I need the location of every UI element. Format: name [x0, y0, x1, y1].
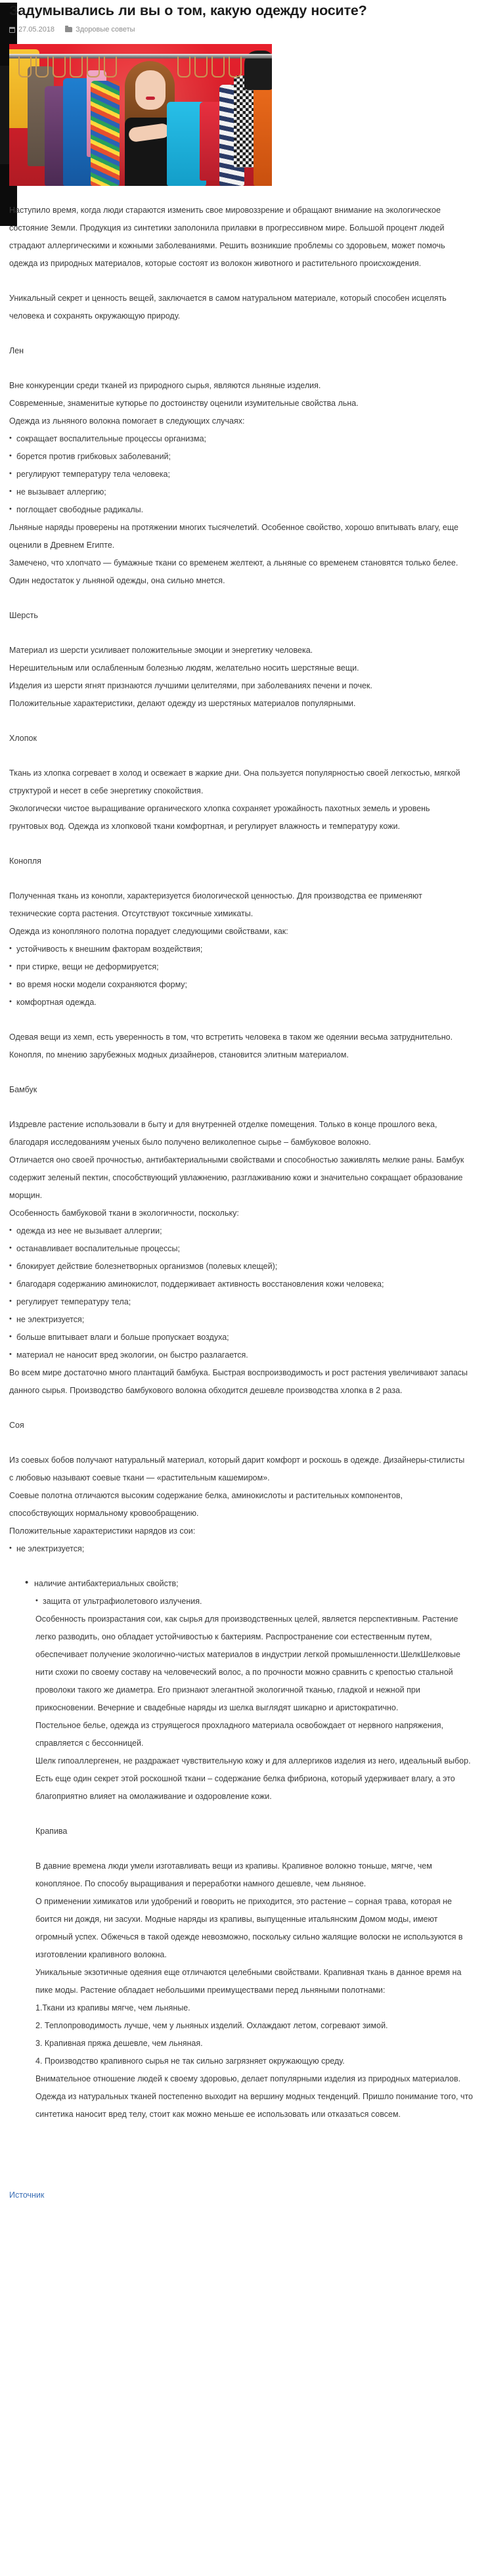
- list-item: • не электризуется;: [9, 1311, 476, 1329]
- list-item: • блокирует действие болезнетворных организмов (полевых клещей);: [9, 1258, 476, 1276]
- bambuk-benefit-list: [9, 1222, 476, 1364]
- post-category[interactable]: [65, 26, 135, 33]
- hanger: [70, 56, 83, 78]
- list-item: • во время носки модели сохраняются форму;: [9, 976, 476, 994]
- source-section: [9, 2189, 476, 2218]
- spacer: [9, 1806, 476, 1823]
- konoplya-paragraph-1: Полученная ткань из конопли, характеризуется биологической ценностью. Для производства ее применяют технические сорта растения. Отсутствуют токсичные химикаты.: [9, 891, 422, 918]
- list-item: 3. Крапивная пряжа дешевле, чем льняная.: [35, 2039, 203, 2048]
- list-item: 2. Теплопроводимость лучше, чем у льняных изделий. Охлаждают летом, согревают зимой.: [35, 2021, 388, 2030]
- hangers: [9, 56, 272, 79]
- soya-indented-text: [35, 1610, 476, 1806]
- calendar-icon: [9, 27, 15, 33]
- len-paragraph-3: Одежда из льняного волокна помогает в следующих случаях:: [9, 416, 245, 426]
- bambuk-paragraph-4: Во всем мире достаточно много плантаций бамбука. Быстрая воспроизводимость и рост растения увеличивают запасы данного сырья. Производство бамбукового волокна обходится дешевле производства хлопка в 2 раза.: [9, 1368, 468, 1395]
- soya-paragraph-2: Соевые полотна отличаются высоким содержание белка, аминокислоты и растительных компонентов, способствующих нормальному кровообращению.: [9, 1491, 403, 1518]
- list-item: • защита от ультрафиолетового излучения.: [35, 1593, 476, 1610]
- len-paragraph-4: Льняные наряды проверены на протяжении многих тысячелетий. Особенное свойство, хорошо впитывать влагу, еще оценили в Древнем Египте.: [9, 523, 458, 550]
- sherst-paragraph-1: Материал из шерсти усиливает положительные эмоции и энергетику человека.: [9, 646, 313, 655]
- soya-paragraph-1: Из соевых бобов получают натуральный материал, который дарит комфорт и роскошь в одежде. Дизайнеры-стилисты с любовью называют соевые ткани — «растительным кашемиром».: [9, 1455, 465, 1482]
- bambuk-paragraph-1: Издревле растение использовали в быту и для внутренней отделке помещения. Только в конце прошлого века, благодаря исследованиям ученых было получено великолепное сырье – бамбуковое волокно.: [9, 1120, 437, 1147]
- hlopok-paragraph-1: Ткань из хлопка согревает в холод и освежает в жаркие дни. Она пользуется популярностью своей легкостью, мягкой структурой и несет в себе энергетику спокойствия.: [9, 768, 460, 795]
- list-item: • не вызывает аллергию;: [9, 483, 476, 501]
- list-item: • сокращает воспалительные процессы организма;: [9, 430, 476, 448]
- post-meta: [9, 25, 476, 34]
- hanger: [194, 56, 208, 78]
- section-heading-soya: Соя: [9, 1421, 24, 1430]
- konoplya-benefit-list: [9, 941, 476, 1011]
- article-body: [9, 202, 476, 2218]
- krapiva-paragraph-1: В давние времена люди умели изготавливать вещи из крапивы. Крапивное волокно тоньше, мягче, чем конопляное. По способу выращивания и переработки намного дешевле, чем льняное.: [35, 1861, 432, 1888]
- sherst-paragraph-4: Положительные характеристики, делают одежду из шерстяных материалов популярными.: [9, 699, 356, 708]
- source-link[interactable]: Источник: [9, 2190, 45, 2200]
- soya-benefit-list-sub: [35, 1593, 476, 1610]
- list-item: • останавливает воспалительные процессы;: [9, 1240, 476, 1258]
- hanger: [53, 56, 66, 78]
- post-date-label: 27.05.2018: [18, 26, 55, 33]
- spacer: [9, 1011, 476, 1029]
- len-paragraph-6: Один недостаток у льняной одежды, она сильно мнется.: [9, 576, 225, 585]
- section-heading-len: Лен: [9, 346, 24, 355]
- hanger: [229, 56, 242, 78]
- len-paragraph-2: Современные, знаменитые кутюрье по достоинству оценили изумительные свойства льна.: [9, 399, 359, 408]
- list-item: • поглощает свободные радикалы.: [9, 501, 476, 519]
- page-title: Задумывались ли вы о том, какую одежду носите?: [9, 3, 367, 18]
- soya-benefit-list-nested: [22, 1575, 476, 1593]
- krapiva-paragraph-4: Внимательное отношение людей к своему здоровью, делает популярными изделия из природных материалов. Одежда из натуральных тканей постепенно выходит на вершину модных тенденций. Пришло понимание того, что синтетика наносит вред телу, стоит как можно меньше ее использовать или отказаться совсем.: [35, 2074, 474, 2119]
- soya-paragraph-3: Положительные характеристики нарядов из сои:: [9, 1526, 196, 1536]
- hanger: [18, 56, 32, 78]
- article-page: [0, 3, 488, 2218]
- list-item: • не электризуется;: [9, 1540, 476, 1558]
- konoplya-paragraph-3: Одевая вещи из хемп, есть уверенность в том, что встретить человека в таком же одеянии весьма затруднительно. Конопля, по мнению зарубежных модных дизайнеров, становится элитным материалом.: [9, 1033, 453, 1059]
- section-heading-bambuk: Бамбук: [9, 1085, 37, 1094]
- featured-photo: [9, 44, 272, 186]
- hanger: [104, 56, 117, 78]
- list-item: • борется против грибковых заболеваний;: [9, 448, 476, 466]
- hanger: [35, 56, 49, 78]
- krapiva-block: [35, 1823, 476, 2123]
- krapiva-advantage-list: [35, 1999, 476, 2070]
- konoplya-paragraph-2: Одежда из конопляного полотна порадует следующими свойствами, как:: [9, 927, 288, 936]
- list-item: • благодаря содержанию аминокислот, поддерживает активность восстановления кожи человека;: [9, 1276, 476, 1293]
- krapiva-paragraph-2: О применении химикатов или удобрений и говорить не приходится, это растение – сорная трава, которая не боится ни дождя, ни засухи. Модные наряды из крапивы, выпущенные итальянским Домом моды, имеют огромный успех. Обжечься в такой одежде невозможно, поскольку сильно жалящие волоски не используются в изготовлении крапивного волокна.: [35, 1897, 463, 1959]
- bambuk-paragraph-2: Отличается оно своей прочностью, антибактериальными свойствами и способностью заживлять мелкие раны. Бамбук содержит зеленый пектин, способствующий увлажнению, разглаживанию кожи и значительно сокращает образование морщин.: [9, 1155, 464, 1200]
- hanger: [211, 56, 225, 78]
- krapiva-paragraph-3: Уникальные экзотичные одеяния еще отличаются целебными свойствами. Крапивная ткань в данное время на пике моды. Растение обладает небольшими преимуществами перед льняными полотнами:: [35, 1968, 462, 1995]
- list-item: • одежда из нее не вызывает аллергии;: [9, 1222, 476, 1240]
- soya-benefit-list: [9, 1540, 476, 1558]
- intro-paragraph-2: Уникальный секрет и ценность вещей, заключается в самом натуральном материале, который способен исцелять человека и сохранять окружающую природу.: [9, 294, 447, 321]
- len-benefit-list: [9, 430, 476, 519]
- post-category-link[interactable]: Здоровые советы: [76, 26, 135, 33]
- soya-paragraph-4: Особенность произрастания сои, как сырья для производственных целей, является перспективным. Растение легко разводить, оно обладает устойчивостью к бактериям. Распространение сои естественным путем, обеспечивает получение экологично-чистых материалов в индустрии легкой промышленности.ШелкШелковые нити схожи по своему составу на человеческий волос, а по прочности можно сравнить с крепостью стальной проволоки такого же диаметра. Его признают элегантной экологичной тканью, гладкой и нежной при прикосновении. Вечерние и свадебные наряды из шелка выглядят шикарно и аристократично.: [35, 1614, 460, 1712]
- list-item: • больше впитывает влаги и больше пропускает воздуха;: [9, 1329, 476, 1346]
- list-item: 1.Ткани из крапивы мягче, чем льняные.: [35, 2003, 190, 2012]
- list-item: • комфортная одежда.: [9, 994, 476, 1011]
- spacer: [9, 1558, 476, 1575]
- list-item: • материал не наносит вред экологии, он быстро разлагается.: [9, 1346, 476, 1364]
- list-item: • устойчивость к внешним факторам воздействия;: [9, 941, 476, 958]
- list-item: • наличие антибактериальных свойств;: [22, 1575, 476, 1593]
- post-date: [9, 26, 55, 33]
- featured-image: [9, 44, 272, 186]
- hlopok-paragraph-2: Экологически чистое выращивание органического хлопка сохраняет урожайность пахотных земель и уровень грунтовых вод. Одежда из хлопковой ткани комфортная, и регулирует влажность и температуру кожи.: [9, 804, 430, 831]
- list-item: • при стирке, вещи не деформируется;: [9, 958, 476, 976]
- intro-paragraph-1: Наступило время, когда люди стараются изменить свое мировоззрение и обращают внимание на экологическое состояние Земли. Продукция из синтетики заполонила прилавки в прогрессивном мире. Большой процент людей страдают аллергическими и кожными заболеваниями. Решить возникшие проблемы со здоровьем, может помочь одежда из природных материалов, которые состоят из волокон животного и растительного происхождения.: [9, 206, 445, 268]
- section-heading-sherst: Шерсть: [9, 611, 38, 620]
- model-lips: [146, 97, 155, 100]
- list-item: 4. Производство крапивного сырья не так сильно загрязняет окружающую среду.: [35, 2056, 345, 2066]
- list-item: • регулирует температуру тела;: [9, 1293, 476, 1311]
- soya-paragraph-7: Есть еще один секрет этой роскошной ткани – содержание белка фибриона, который удерживает влагу, а это благоприятно влияет на омолаживание и оздоровление кожи.: [35, 1774, 455, 1801]
- soya-paragraph-6: Шелк гипоаллергенен, не раздражает чувствительную кожу и для аллергиков изделия из него, идеальный выбор.: [35, 1756, 471, 1765]
- section-heading-hlopok: Хлопок: [9, 734, 37, 743]
- bambuk-paragraph-3: Особенность бамбуковой ткани в экологичности, поскольку:: [9, 1209, 239, 1218]
- len-paragraph-5: Замечено, что хлопчато — бумажные ткани со временем желтеют, а льняные со временем становятся только белее.: [9, 558, 458, 567]
- garment: [91, 81, 120, 186]
- hanger: [177, 56, 190, 78]
- soya-paragraph-5: Постельное белье, одежда из струящегося прохладного материала освобождает от нервного напряжения, справляется с бессонницей.: [35, 1721, 443, 1748]
- folder-icon: [65, 27, 72, 32]
- list-item: • регулируют температуру тела человека;: [9, 466, 476, 483]
- sherst-paragraph-3: Изделия из шерсти ягнят признаются лучшими целителями, при заболеваниях печени и почек.: [9, 681, 372, 690]
- hanger: [87, 56, 100, 78]
- section-heading-krapiva: Крапива: [35, 1827, 68, 1836]
- section-heading-konoplya: Конопля: [9, 856, 41, 866]
- len-paragraph-1: Вне конкуренции среди тканей из природного сырья, являются льняные изделия.: [9, 381, 321, 390]
- sherst-paragraph-2: Нерешительным или ослабленным болезнью людям, желательно носить шерстяные вещи.: [9, 663, 359, 673]
